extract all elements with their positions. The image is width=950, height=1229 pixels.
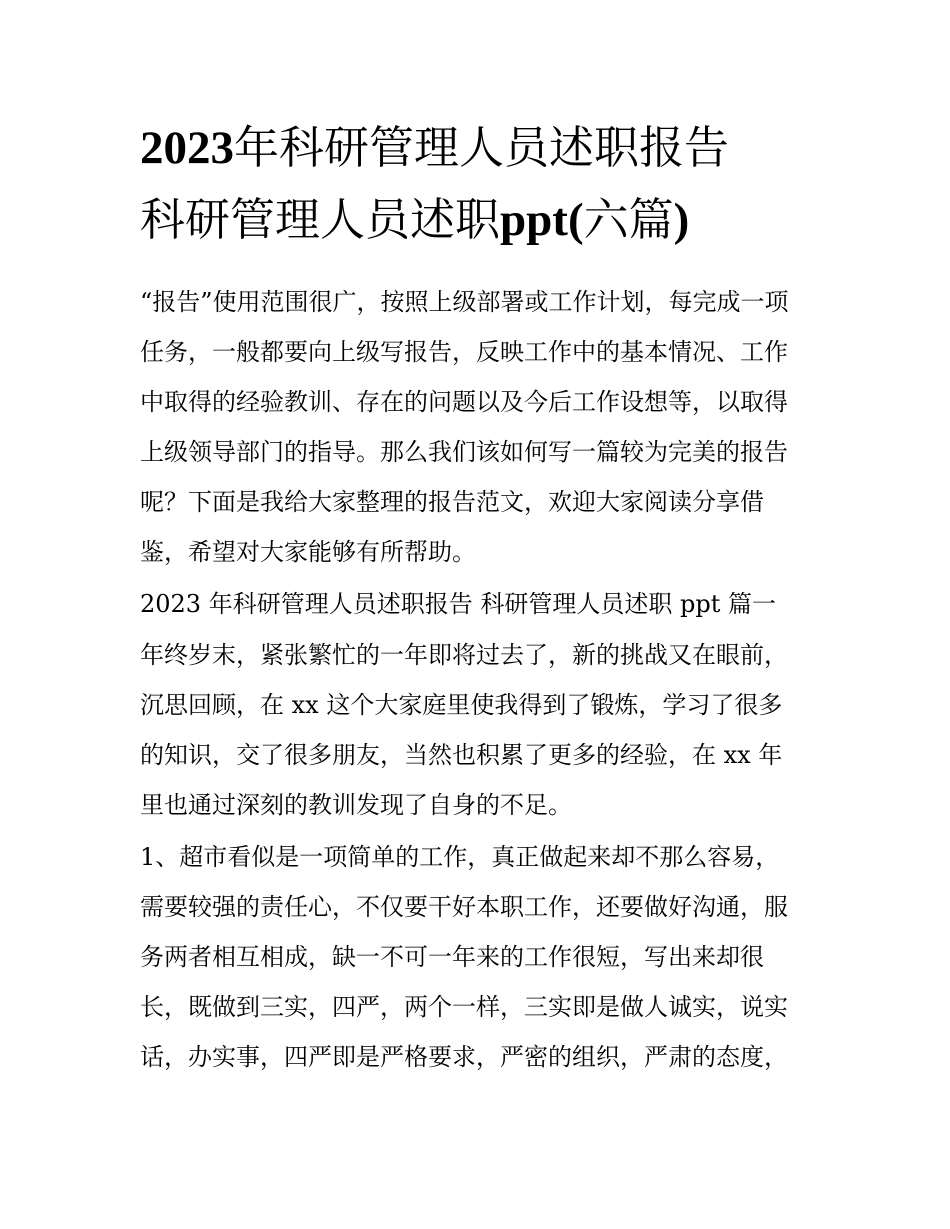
body-line: 鉴，希望对大家能够有所帮助。 [140, 538, 476, 566]
body-line: 的知识，交了很多朋友，当然也积累了更多的经验，在 xx 年 [140, 741, 783, 769]
body-line: 长，既做到三实，四严，两个一样，三实即是做人诚实，说实 [140, 993, 788, 1021]
body-line: “报告”使用范围很广，按照上级部署或工作计划，每完成一项 [140, 288, 789, 316]
title-count: 六篇 [583, 193, 674, 246]
section-heading: 2023 年科研管理人员述职报告 科研管理人员述职 ppt 篇一 [140, 590, 776, 618]
body-line: 年终岁末，紧张繁忙的一年即将过去了，新的挑战又在眼前， [140, 641, 788, 669]
body-line: 1、超市看似是一项简单的工作，真正做起来却不那么容易， [140, 843, 780, 871]
title-year: 2023 [140, 122, 234, 174]
body-line: 需要较强的责任心，不仅要干好本职工作，还要做好沟通，服 [140, 893, 788, 921]
title-line-2-text: 科研管理人员述职 [140, 193, 501, 246]
body-line: 务两者相互相成，缺一不可一年来的工作很短，写出来却很 [140, 943, 764, 971]
title-line-2 [140, 184, 840, 256]
body-line: 沉思回顾，在 xx 这个大家庭里使我得到了锻炼，学习了很多 [140, 691, 783, 719]
title-close-paren: ) [673, 194, 690, 246]
body-line: 话，办实事，四严即是严格要求，严密的组织，严肃的态度， [140, 1043, 788, 1071]
document-title [140, 112, 840, 256]
body-line: 中取得的经验教训、存在的问题以及今后工作设想等，以取得 [140, 388, 788, 416]
title-line-1 [140, 112, 840, 184]
body-line: 里也通过深刻的教训发现了自身的不足。 [140, 791, 572, 819]
body-line: 呢？下面是我给大家整理的报告范文，欢迎大家阅读分享借 [140, 488, 764, 516]
title-ppt: ppt( [500, 194, 584, 246]
body-line: 任务，一般都要向上级写报告，反映工作中的基本情况、工作 [140, 338, 788, 366]
title-line-1-text: 年科研管理人员述职报告 [234, 121, 730, 174]
body-line: 上级领导部门的指导。那么我们该如何写一篇较为完美的报告 [140, 438, 788, 466]
